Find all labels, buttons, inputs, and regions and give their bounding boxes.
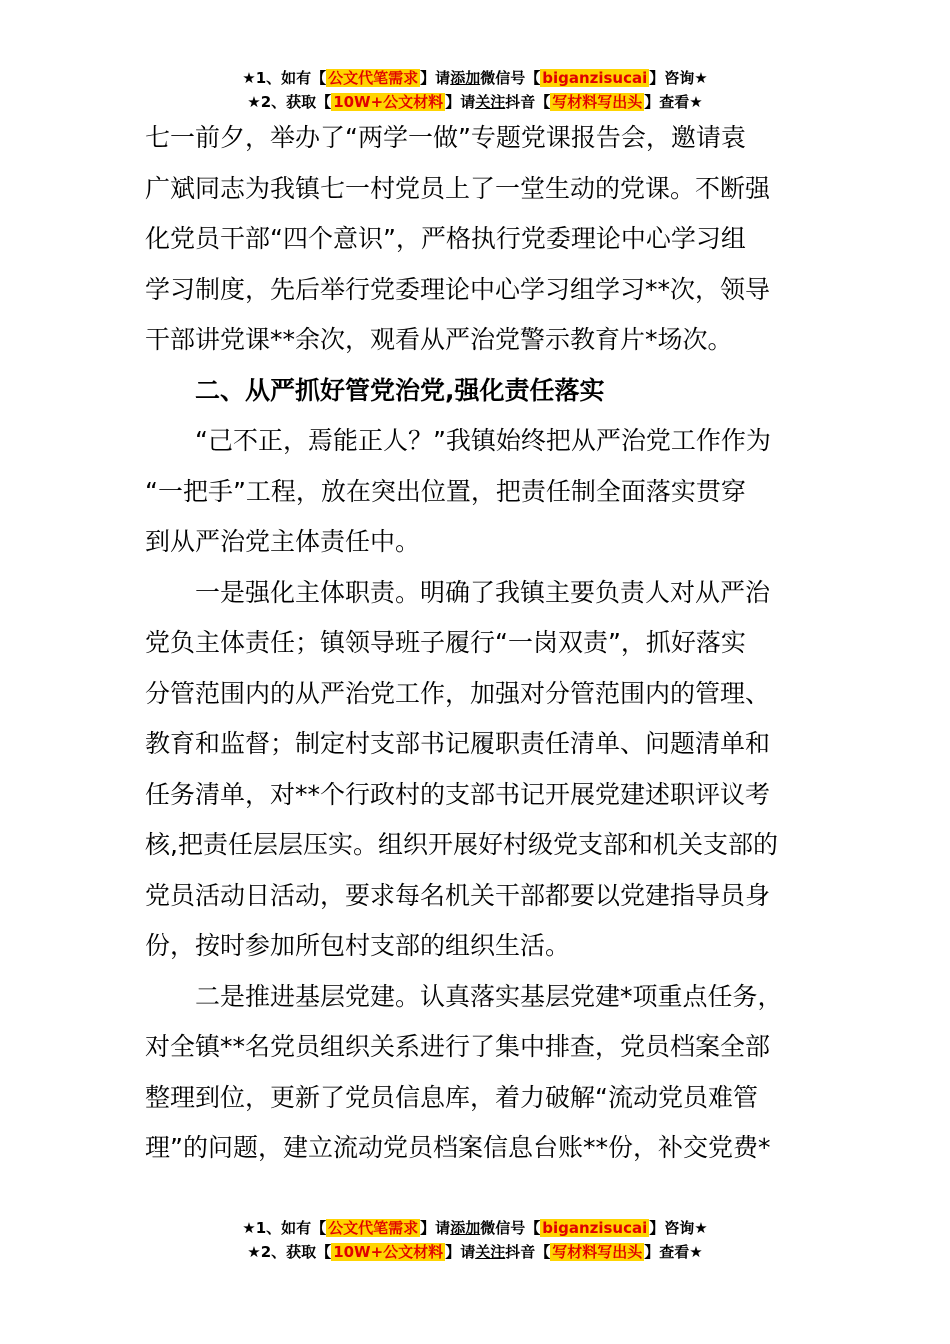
banner-text: 抖音【	[505, 93, 551, 111]
text-line: 广斌同志为我镇七一村党员上了一堂生动的党课。不断强	[145, 173, 771, 203]
banner-text: 】请	[420, 69, 451, 87]
highlight-ghostwriting: 公文代笔需求	[328, 69, 419, 87]
banner-text: 】请	[420, 1219, 451, 1237]
highlight-materials: 10W+公文材料	[333, 1243, 444, 1261]
highlight-douyin: 写材料写出头	[552, 1243, 643, 1261]
text-line: 七一前夕，举办了“两学一做”专题党课报告会，邀请袁	[145, 123, 746, 152]
banner-text: 微信号【	[480, 69, 541, 87]
text-line: 核,把责任层层压实。组织开展好村级党支部和机关支部的	[145, 830, 778, 859]
header-banner	[0, 66, 950, 114]
highlight-ghostwriting: 公文代笔需求	[328, 1219, 419, 1237]
banner-text: ★2、获取【	[247, 1243, 332, 1261]
banner-text: 】查看★	[644, 1243, 703, 1261]
text-line: 分管范围内的从严治党工作，加强对分管范围内的管理、	[145, 678, 771, 708]
text-line: 二是推进基层党建。认真落实基层党建*项重点任务，	[195, 981, 783, 1011]
banner-text: 添加	[450, 1219, 481, 1237]
section-heading: 二、从严抓好管党治党,强化责任落实	[195, 375, 605, 405]
highlight-wechat-id: biganzisucai	[542, 1219, 648, 1237]
banner-line-1	[0, 66, 950, 90]
text-line: 到从严治党主体责任中。	[145, 527, 421, 556]
text-line: 教育和监督；制定村支部书记履职责任清单、问题清单和	[145, 729, 771, 758]
banner-text: 抖音【	[505, 1243, 551, 1261]
banner-text: 】请	[445, 1243, 476, 1261]
banner-text: 关注	[475, 1243, 506, 1261]
banner-text: 添加	[450, 69, 481, 87]
text-line: 份，按时参加所包村支部的组织生活。	[145, 931, 571, 960]
banner-line-2	[0, 1240, 950, 1264]
text-line: “己不正，焉能正人？”我镇始终把从严治党工作作为	[195, 426, 771, 455]
text-line: 党负主体责任；镇领导班子履行“一岗双责”，抓好落实	[145, 628, 746, 657]
text-line: 学习制度，先后举行党委理论中心学习组学习**次，领导	[145, 274, 771, 304]
banner-text: ★1、如有【	[242, 69, 327, 87]
banner-text: ★2、获取【	[247, 93, 332, 111]
text-line: “一把手”工程，放在突出位置，把责任制全面落实贯穿	[145, 476, 746, 506]
document-body	[145, 113, 807, 1174]
banner-text: 关注	[475, 93, 506, 111]
text-line: 化党员干部“四个意识”，严格执行党委理论中心学习组	[145, 224, 746, 253]
banner-line-2	[0, 90, 950, 114]
highlight-douyin: 写材料写出头	[552, 93, 643, 111]
text-line: 干部讲党课**余次，观看从严治党警示教育片*场次。	[145, 325, 733, 354]
highlight-wechat-id: biganzisucai	[542, 69, 648, 87]
banner-text: 】查看★	[644, 93, 703, 111]
text-line: 党员活动日活动，要求每名机关干部都要以党建指导员身	[145, 880, 771, 910]
text-line: 理”的问题，建立流动党员档案信息台账**份，补交党费*	[145, 1133, 771, 1162]
text-line: 任务清单，对**个行政村的支部书记开展党建述职评议考	[145, 779, 771, 809]
banner-text: 】咨询★	[649, 1219, 708, 1237]
text-line: 对全镇**名党员组织关系进行了集中排查，党员档案全部	[145, 1032, 771, 1061]
banner-text: 】咨询★	[649, 69, 708, 87]
highlight-materials: 10W+公文材料	[333, 93, 444, 111]
banner-text: ★1、如有【	[242, 1219, 327, 1237]
footer-banner	[0, 1216, 950, 1264]
text-line: 一是强化主体职责。明确了我镇主要负责人对从严治	[195, 577, 771, 607]
banner-text: 微信号【	[480, 1219, 541, 1237]
banner-line-1	[0, 1216, 950, 1240]
text-line: 整理到位，更新了党员信息库，着力破解“流动党员难管	[145, 1082, 758, 1112]
banner-text: 】请	[445, 93, 476, 111]
